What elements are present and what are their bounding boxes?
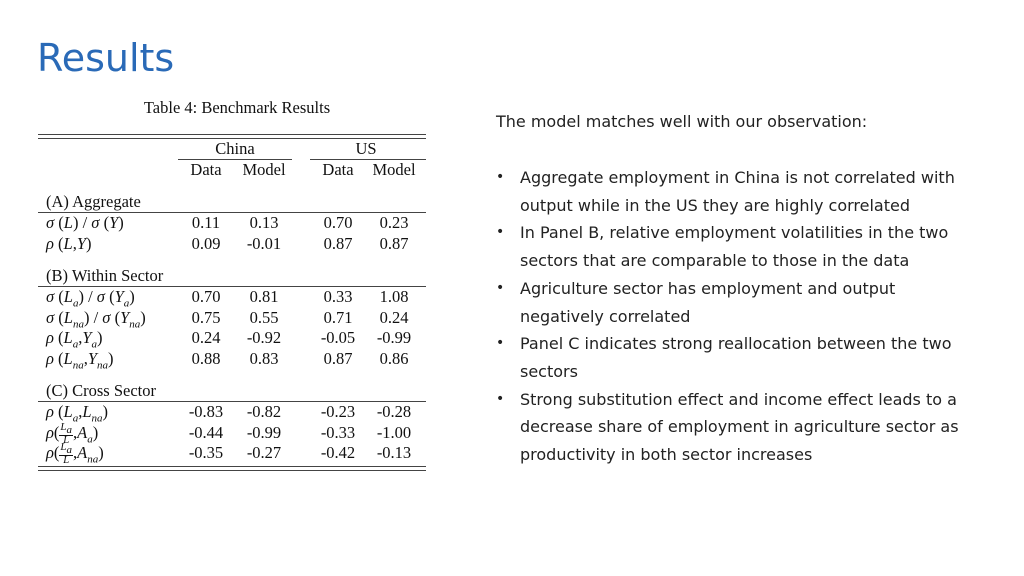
slide-title: Results [37,36,175,80]
table-cell: 0.83 [249,348,279,368]
table-cell: 0.71 [323,307,353,327]
bullet-text: Agriculture sector has employment and output negatively correlated [520,278,896,326]
benchmark-table [38,98,426,471]
table-cell: 1.08 [379,287,409,306]
list-item [496,164,966,219]
table-cell: 0.24 [191,328,221,347]
col-header: Model [372,159,416,179]
col-header: Data [190,159,222,179]
list-item [496,219,966,274]
china-header: China [215,139,255,158]
bullet-text: In Panel B, relative employment volatilities in the two sectors that are comparable to those in the data [520,223,949,271]
row-label: ρ( $\frac{L_a}{L}$ $,A_a$) [46,420,99,446]
table-cell: -0.99 [246,422,282,442]
section-title: (C) Cross Sector [46,381,156,400]
bullet-icon: • [496,279,505,296]
bullet-text: Strong substitution effect and income effect leads to a decrease share of employment in agriculture sector as productivity in both sector increases [520,389,959,465]
table-row [38,441,426,467]
table-cell: 0.81 [249,287,279,306]
table-cell: 0.87 [323,233,353,253]
bullet-icon: • [496,390,505,407]
row-label: ρ $(L_a,Y_a)$ [46,328,103,351]
table-cell: 0.87 [379,233,409,253]
table-row [38,328,426,349]
bullet-icon: • [496,224,505,241]
column-header-row [38,160,426,181]
group-header-row [38,139,426,160]
row-label: ρ $(L_{na},Y_{na})$ [46,348,114,371]
table-row [38,308,426,329]
section-title: (B) Within Sector [46,266,164,285]
table-cell: 0.70 [323,213,353,232]
row-label: ρ( $\frac{L_a}{L}$ $,A_{na}$) [46,441,104,467]
table-cell: -0.82 [246,402,282,421]
table-cell: -0.44 [188,422,224,442]
list-item [496,330,966,385]
table-cell: -0.05 [320,328,356,347]
bullet-icon: • [496,169,505,185]
table-cell: 0.33 [323,287,353,306]
table-cell: 0.09 [191,233,221,253]
table-cell: 0.87 [323,348,353,368]
bullet-list [496,164,966,469]
table-cell: -0.92 [246,328,282,347]
bullet-icon: • [496,335,505,352]
table-cell: -0.27 [246,443,282,462]
table-row [38,402,426,423]
table-cell: 0.11 [191,213,221,232]
table-cell: -0.01 [246,233,282,253]
table-cell: -0.23 [320,402,356,421]
row-label: ρ (L,Y) [46,233,92,253]
row-label: σ $(L_{na})$ / σ $(Y_{na})$ [46,307,146,330]
table-cell: -0.83 [188,402,224,421]
table-cell: 0.86 [379,348,409,368]
table-caption: Table 4: Benchmark Results [143,98,331,117]
table-cell: 0.70 [191,287,221,306]
section-title: (A) Aggregate [46,192,141,211]
bullet-text: Aggregate employment in China is not correlated with output while in the US they are highly correlated [520,168,955,215]
table-cell: 0.55 [249,307,279,327]
bullet-text: Panel C indicates strong reallocation between the two sectors [520,334,952,381]
table-cell: 0.23 [379,213,409,232]
table-row [38,287,426,308]
col-header: Model [242,159,286,179]
table-cell: -0.42 [320,443,356,462]
col-header: Data [322,159,354,179]
list-item [496,386,966,469]
table-cell: -0.28 [376,402,412,421]
table-row [38,213,426,234]
row-label: σ (L) / σ (Y) [46,213,124,232]
list-item [496,275,966,330]
table-cell: -0.35 [188,443,224,462]
table-cell: 0.13 [249,213,279,232]
table-row [38,234,426,255]
table-cell: -0.33 [320,422,356,442]
table-cell: 0.88 [191,348,221,368]
table-cell: 0.24 [379,307,409,327]
table-row [38,420,426,446]
table-row [38,349,426,370]
table-cell: -0.13 [376,443,412,462]
row-label: σ $(L_a)$ / σ $(Y_a)$ [46,287,135,310]
intro-text: The model matches well with our observation: [496,112,868,131]
row-label: ρ $(L_a,L_{na})$ [46,402,109,425]
us-header: US [355,139,377,158]
table-cell: -0.99 [376,328,412,347]
table-cell: 0.75 [191,307,221,327]
table-cell: -1.00 [376,422,412,442]
